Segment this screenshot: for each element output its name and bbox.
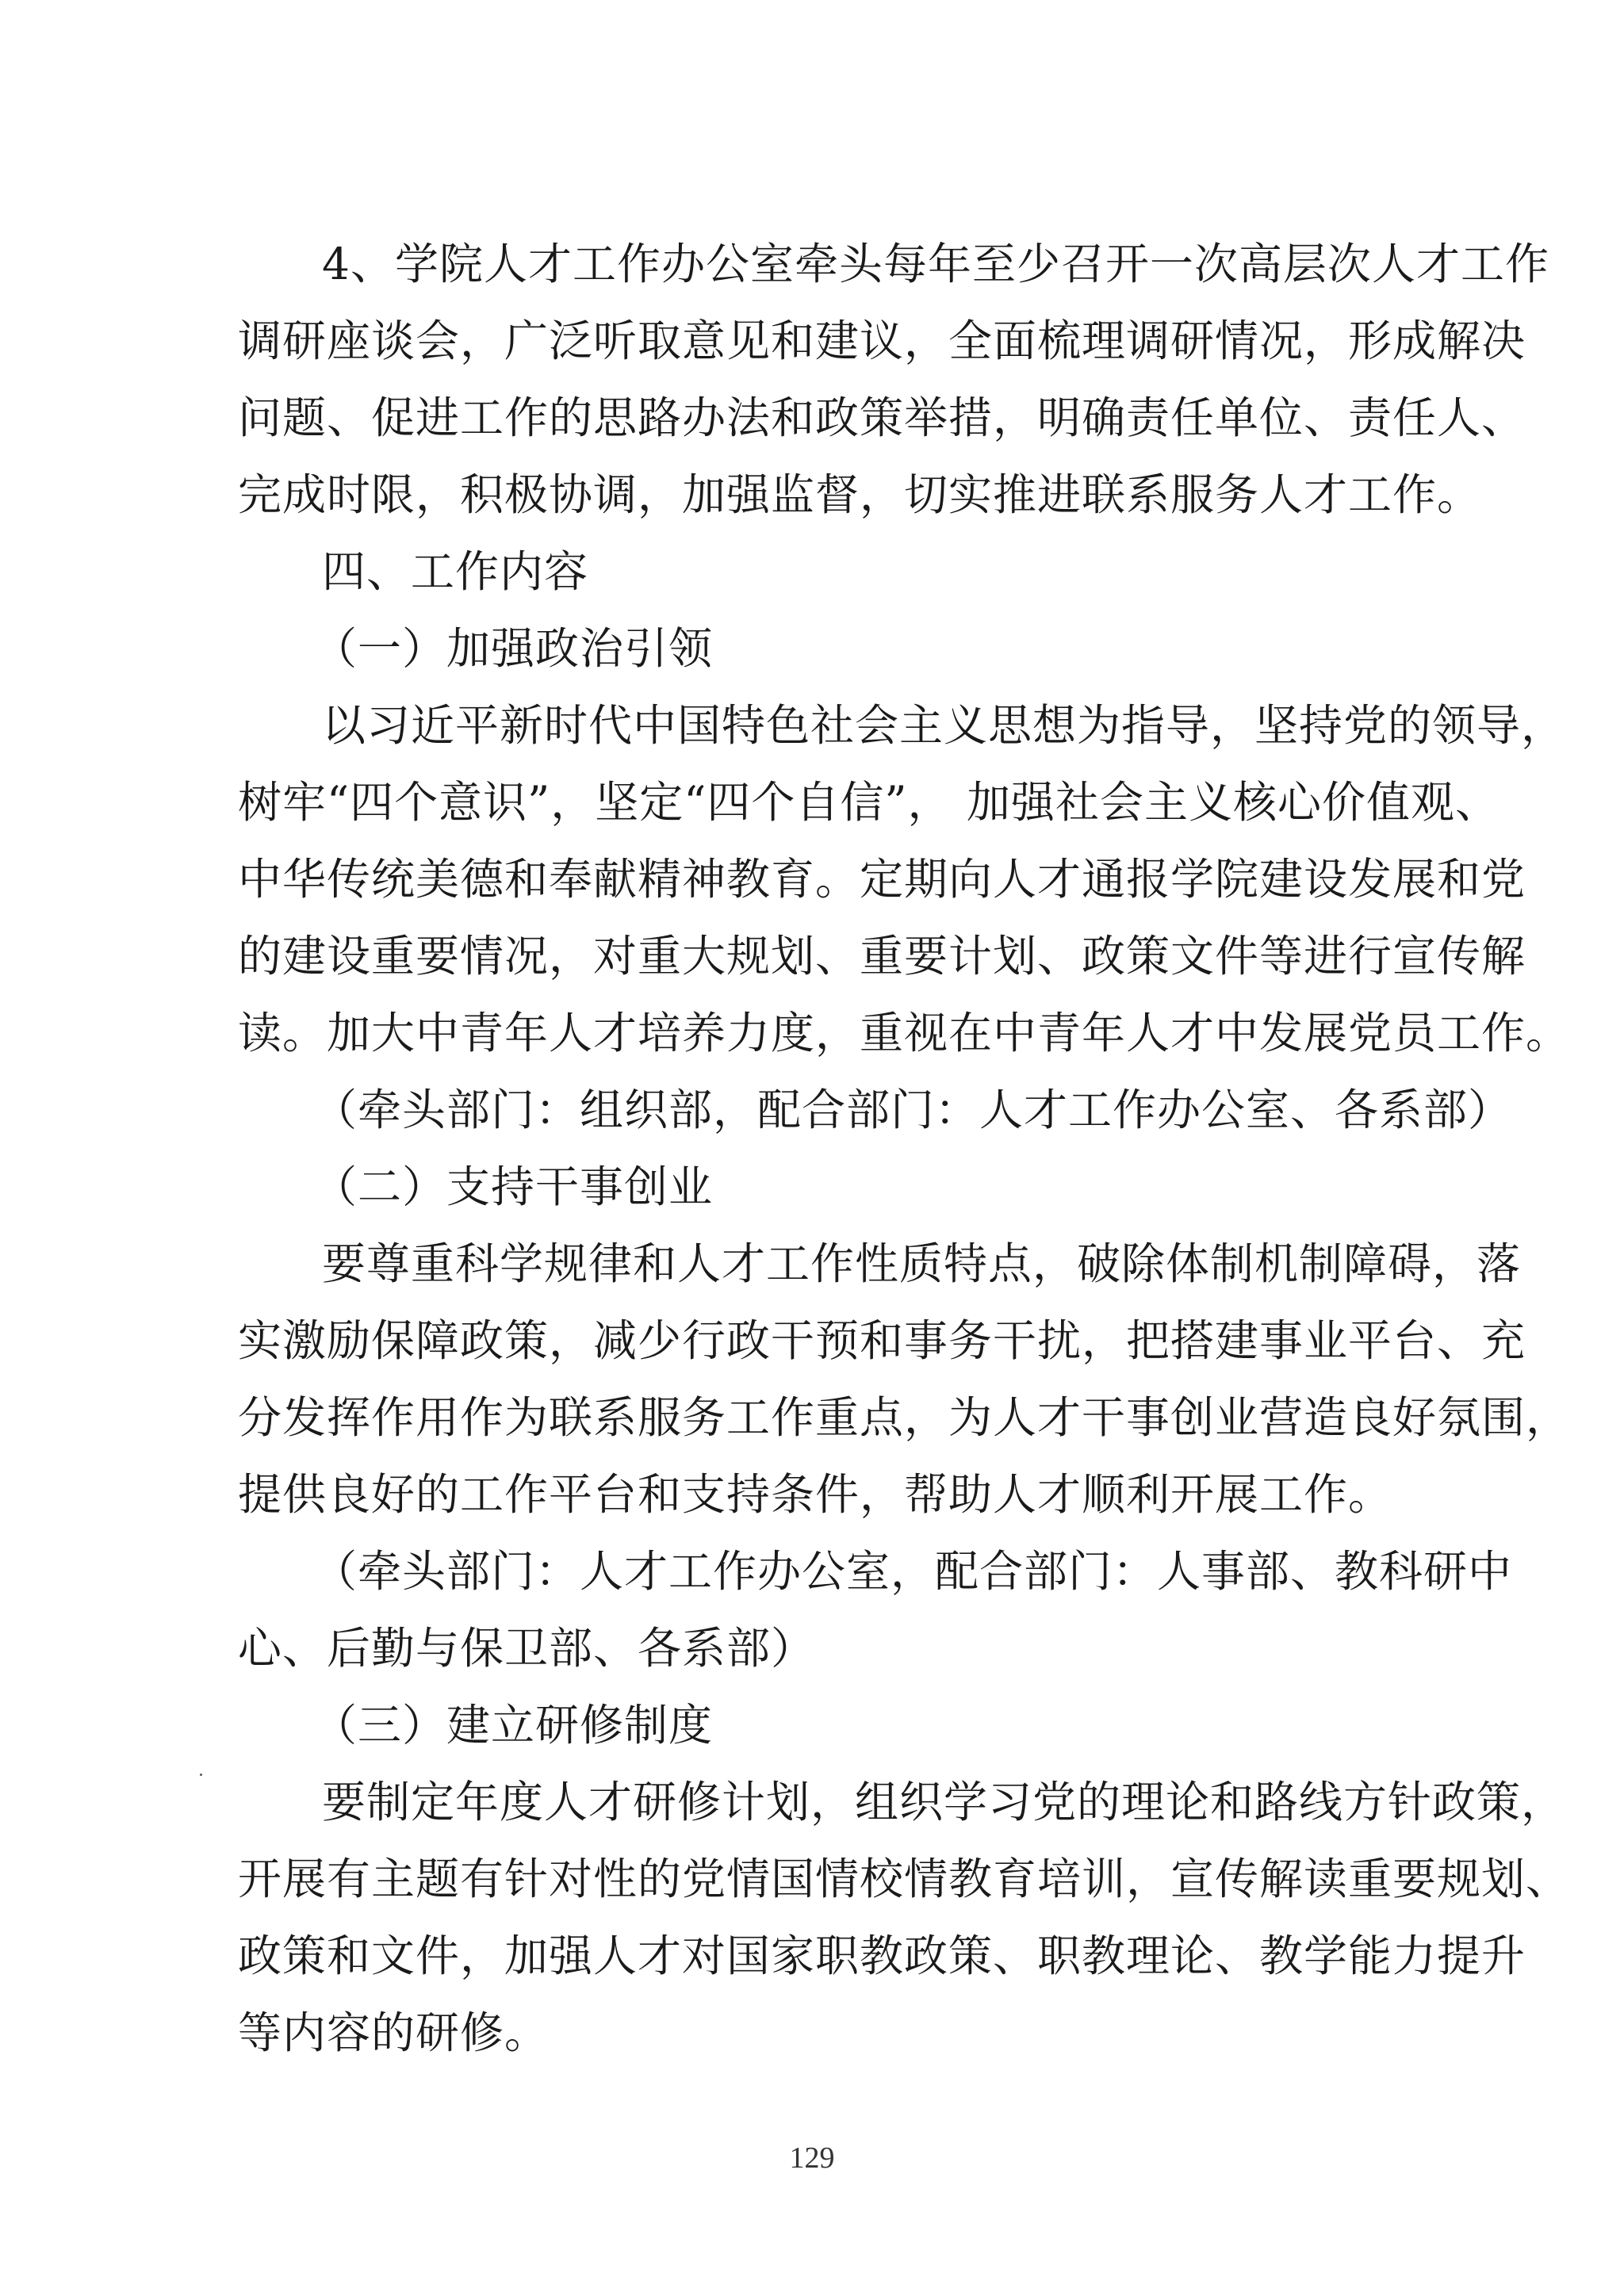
paragraph-training-line4: 等内容的研修。	[238, 2007, 550, 2058]
paragraph-item4-line2: 调研座谈会，广泛听取意见和建议，全面梳理调研情况，形成解决	[238, 316, 1526, 366]
paragraph-training-line2: 开展有主题有针对性的党情国情校情教育培训，宣传解读重要规划、	[238, 1854, 1571, 1904]
paragraph-item4-line3: 问题、促进工作的思路办法和政策举措，明确责任单位、责任人、	[238, 392, 1526, 443]
paragraph-career-line2: 实激励保障政策，减少行政干预和事务干扰，把搭建事业平台、充	[238, 1315, 1526, 1366]
scan-speck	[200, 1774, 202, 1776]
paragraph-political-line1: 以习近平新时代中国特色社会主义思想为指导，坚持党的领导，	[322, 700, 1566, 751]
paragraph-political-line4: 的建设重要情况，对重大规划、重要计划、政策文件等进行宣传解	[238, 931, 1526, 982]
paragraph-training-line1: 要制定年度人才研修计划，组织学习党的理论和路线方针政策，	[322, 1777, 1566, 1827]
paragraph-training-line3: 政策和文件，加强人才对国家职教政策、职教理论、教学能力提升	[238, 1931, 1526, 1981]
subsection-heading-career-support: （二）支持干事创业	[313, 1161, 714, 1212]
subsection-heading-training-system: （三）建立研修制度	[313, 1700, 714, 1751]
subsection-heading-political-guidance: （一）加强政治引领	[313, 623, 714, 674]
department-note-political: （牵头部门：组织部，配合部门：人才工作办公室、各系部）	[313, 1085, 1513, 1135]
paragraph-political-line5: 读。加大中青年人才培养力度，重视在中青年人才中发展党员工作。	[238, 1008, 1571, 1058]
paragraph-career-line4: 提供良好的工作平台和支持条件，帮助人才顺利开展工作。	[238, 1469, 1393, 1520]
paragraph-career-line1: 要尊重科学规律和人才工作性质特点，破除体制机制障碍，落	[322, 1238, 1522, 1289]
paragraph-item4-line1: 4、学院人才工作办公室牵头每年至少召开一次高层次人才工作	[322, 239, 1549, 289]
paragraph-political-line2: 树牢“四个意识”，坚定“四个自信”， 加强社会主义核心价值观、	[238, 777, 1500, 828]
paragraph-item4-line4: 完成时限，积极协调，加强监督，切实推进联系服务人才工作。	[238, 469, 1482, 520]
paragraph-political-line3: 中华传统美德和奉献精神教育。定期向人才通报学院建设发展和党	[238, 854, 1526, 905]
page-number: 129	[789, 2141, 835, 2175]
section-heading-work-content: 四、工作内容	[322, 546, 589, 597]
department-note-career-line2: 心、后勤与保卫部、各系部）	[238, 1623, 816, 1674]
paragraph-career-line3: 分发挥作用作为联系服务工作重点，为人才干事创业营造良好氛围，	[238, 1392, 1571, 1443]
department-note-career-line1: （牵头部门：人才工作办公室，配合部门：人事部、教科研中	[313, 1546, 1513, 1597]
